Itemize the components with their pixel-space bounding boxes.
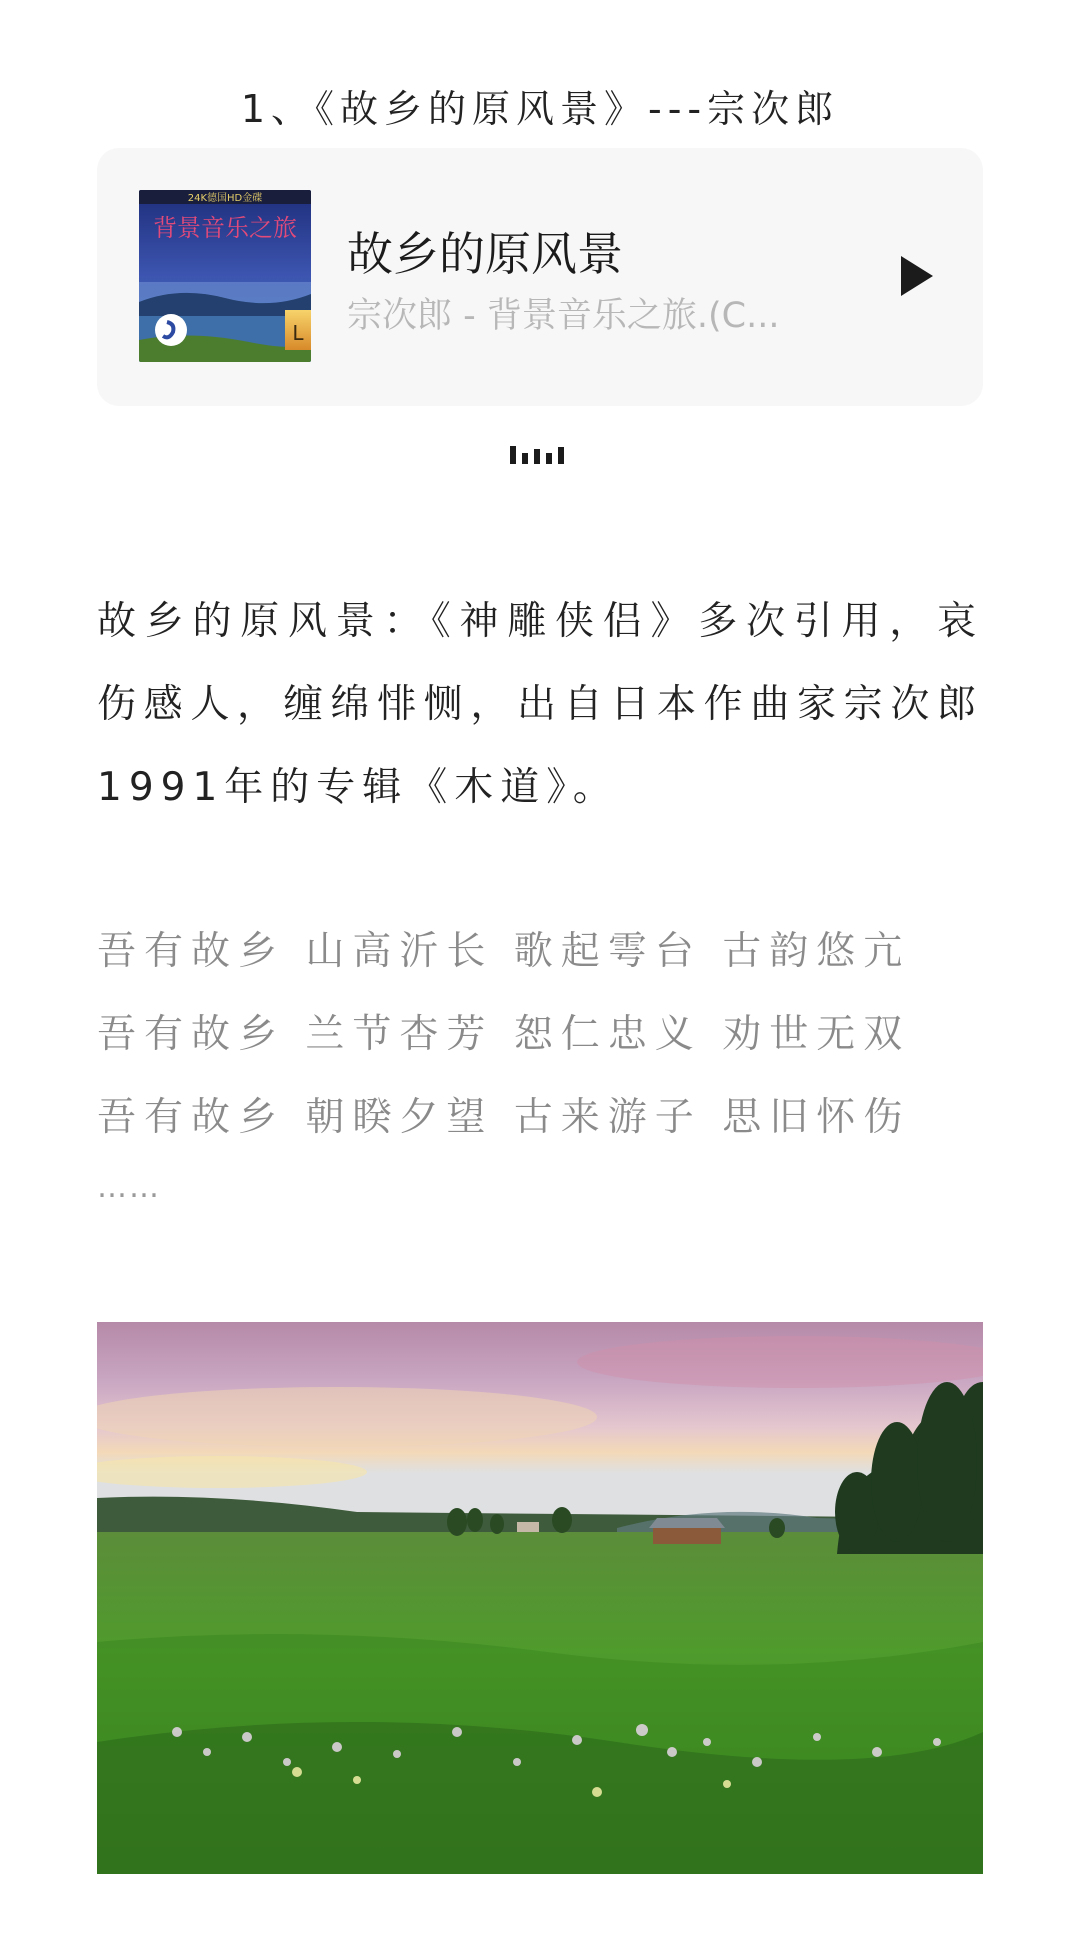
poem — [97, 910, 983, 1159]
play-icon — [889, 250, 941, 302]
svg-text:L: L — [292, 321, 304, 345]
album-title-text: 背景音乐之旅 — [153, 214, 297, 242]
music-card[interactable] — [97, 148, 983, 406]
album-banner-text: 24K德国HD金碟 — [187, 193, 263, 204]
play-button[interactable] — [889, 250, 941, 302]
soundwave-icon — [508, 446, 572, 464]
section-title: 1、《故乡的原风景》---宗次郎 — [240, 87, 840, 131]
poem-line: 吾有故乡 山高沂长 歌起雩台 古韵悠亢 — [97, 929, 911, 974]
poem-line: 吾有故乡 朝睽夕望 古来游子 思旧怀伤 — [97, 1095, 911, 1140]
poem-ellipsis: …… — [97, 1170, 161, 1205]
intro-paragraph: 故乡的原风景：《神雕侠侣》多次引用，哀伤感人，缠绵悱恻，出自日本作曲家宗次郎1991年的专辑《木道》。 — [97, 599, 983, 810]
song-title: 故乡的原风景 — [347, 227, 623, 281]
poem-line: 吾有故乡 兰节杏芳 恕仁忠义 劝世无双 — [97, 1012, 911, 1057]
album-cover — [139, 190, 311, 362]
song-artist-album: 宗次郎 - 背景音乐之旅.(C... — [347, 296, 780, 336]
landscape-photo — [97, 1322, 983, 1874]
